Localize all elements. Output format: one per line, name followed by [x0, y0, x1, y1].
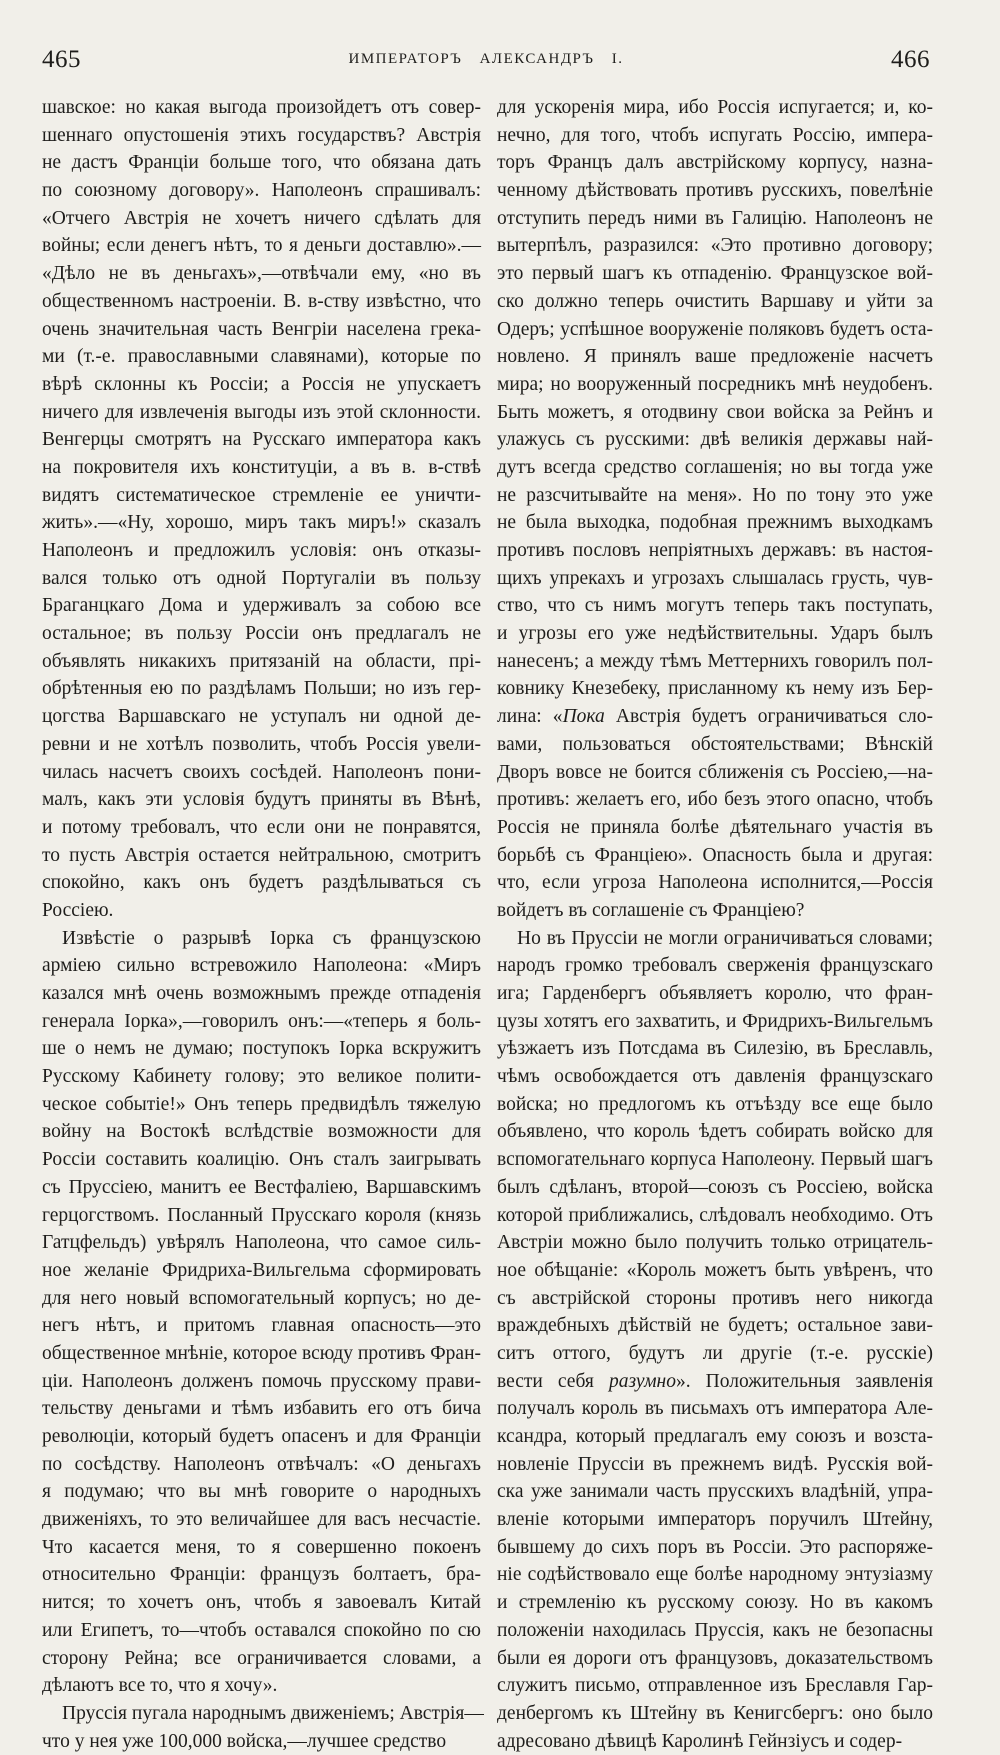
text-line: съ австрійской стороны противъ него никогда	[497, 1287, 933, 1309]
text-line: вѣрѣ склонны къ Россіи; а Россія не упускаетъ	[42, 373, 481, 395]
text-line: которой приближались, слѣдовалъ необходимо. Отъ	[497, 1204, 933, 1226]
text-line: адресовано дѣвицѣ Каролинѣ Гейнзіусъ и содер-	[497, 1730, 903, 1752]
text-line: получалъ король въ письмахъ отъ императора Але-	[497, 1398, 933, 1420]
text-line: мира; но вооруженный посредникъ мнѣ неудобенъ.	[497, 373, 933, 395]
text-line: относительно Франціи: французъ болтаетъ, бра-	[42, 1564, 481, 1586]
text-line: ціи. Наполеонъ долженъ помочь прусскому прави-	[42, 1370, 481, 1392]
text-line: войска; но предлогомъ къ отъѣзду все еще было	[497, 1093, 933, 1115]
running-title-word: ИМПЕРАТОРЪ	[348, 51, 463, 67]
text-line: нечно, для того, чтобъ испугать Россію, импера-	[497, 124, 933, 146]
text-line: улажусь съ русскими: двѣ великія державы най-	[497, 429, 933, 451]
text-line: Дворъ вовсе не боится сближенія съ Россіею,—на-	[497, 761, 933, 783]
running-title-word: АЛЕКСАНДРЪ	[479, 51, 595, 67]
text-line: Пруссія пугала народнымъ движеніемъ; Австрія—	[62, 1702, 484, 1724]
italic-emphasis: Пока	[562, 706, 605, 728]
text-line: новлено. Я принялъ ваше предложеніе насчетъ	[497, 346, 933, 368]
text-line: Извѣстіе о разрывѣ Іорка съ французскою	[62, 927, 481, 949]
running-title	[42, 51, 930, 68]
text-line: народъ громко требовалъ сверженія французскаго	[497, 955, 933, 977]
text-line: ксандра, который предлагалъ ему союзъ и возста-	[497, 1426, 933, 1447]
text-line: нится; то хочетъ онъ, чтобъ я завоевалъ Китай	[42, 1592, 481, 1614]
text-line: ска уже занимали часть прусскихъ владѣній, упра-	[497, 1481, 933, 1503]
text-line: и потому требовалъ, что если они не понравятся,	[42, 816, 481, 838]
text-line: вспомогательнаго корпуса Наполеону. Первый шагъ	[497, 1149, 933, 1171]
text-line: Браганцкаго Дома и удерживалъ за собою все	[42, 595, 481, 617]
text-line: ми (т.-е. православными славянами), которые по	[42, 346, 481, 368]
text-line: вленіе которыми императоръ поручилъ Штейну,	[497, 1509, 933, 1531]
text-line: ченному дѣйствовать противъ русскихъ, повелѣніе	[497, 180, 933, 202]
text-line: сторону Рейна; все ограничивается словами, а	[42, 1647, 481, 1669]
text-line: нанесенъ; а между тѣмъ Меттернихъ говорилъ пол-	[497, 650, 933, 672]
text-line: отступить передъ ними въ Галицію. Наполеонъ не	[497, 207, 933, 229]
text-line: чилась насчетъ своихъ сосѣдей. Наполеонъ пони-	[42, 761, 481, 783]
text-line: арміею сильно встревожило Наполеона: «Миръ	[42, 955, 481, 977]
text-line: не была выходка, подобная прежнимъ выходкамъ	[497, 512, 933, 534]
text-line: ніе содѣйствовало еще болѣе народному энтузіазму	[497, 1564, 933, 1586]
text-line: общественномъ настроеніи. В. в-ству извѣстно, что	[42, 290, 481, 312]
text-line: и угрозы его уже недѣйствительны. Ударъ былъ	[497, 623, 933, 645]
text-line: малъ, какъ эти условія будутъ приняты въ Вѣнѣ,	[42, 789, 481, 811]
text-line: спокойно, какъ онъ будетъ раздѣлываться съ	[42, 872, 481, 894]
running-title-word: I.	[611, 51, 624, 67]
text-line: цузы хотятъ его захватить, и Фридрихъ-Вильгельмъ	[497, 1010, 933, 1032]
text-line: враждебныхъ дѣйствій не будетъ; остальное зави-	[497, 1315, 933, 1337]
text-line: противъ пословъ непріятныхъ державъ: въ настоя-	[497, 540, 933, 561]
text-line: это первый шагъ къ отпаденію. Французское вой-	[497, 263, 933, 285]
running-header	[42, 46, 930, 86]
text-line: по союзному договору». Наполеонъ спрашивалъ:	[42, 180, 481, 202]
text-line: Россіею.	[42, 899, 114, 921]
text-line: обрѣтенныя ею по раздѣламъ Польши; но изъ гер-	[42, 678, 481, 700]
text-line: Русскому Кабинету голову; это великое полити-	[42, 1066, 481, 1088]
text-line: чѣмъ освобождается отъ давленія французскаго	[497, 1066, 933, 1088]
text-line: Одеръ; успѣшное вооруженіе поляковъ будетъ оста-	[497, 318, 933, 340]
text-line: цогства Варшавскаго не уступалъ ни одной де-	[42, 706, 481, 728]
text-line: ство, что съ нимъ могутъ теперь такъ поступать,	[497, 595, 933, 617]
text-line: вался только отъ одной Португаліи въ пользу	[42, 567, 481, 589]
text-line: войдетъ въ соглашеніе съ Франціею?	[497, 899, 805, 921]
text-line: казался мнѣ очень возможнымъ прежде отпаденія	[42, 983, 481, 1004]
text-line: положеніи находилась Пруссія, какъ не безопасны	[497, 1619, 933, 1641]
text-line: генерала Іорка»,—говорилъ онъ:—«теперь я боль-	[42, 1010, 481, 1032]
text-line: борьбѣ съ Франціею». Опасность была и другая:	[497, 844, 933, 866]
text-line: ковнику Кнезебеку, присланному къ нему изъ Бер-	[497, 678, 933, 700]
text-line: для ускоренія мира, ибо Россія испугается; и, ко-	[497, 97, 933, 118]
text-line: остальное; въ пользу Россіи онъ предлагалъ не	[42, 623, 481, 645]
text-line: Наполеонъ и предложилъ условія: онъ отказы-	[42, 540, 481, 561]
text-line: и стремленію къ русскому союзу. Но въ какомъ	[497, 1592, 933, 1614]
text-line: ига; Гарденбергъ объявляетъ королю, что фран-	[497, 983, 933, 1004]
text-line: объявлять никакихъ притязаній на области, прі-	[42, 650, 481, 672]
text-line: для него новый вспомогательный корпусъ; но де-	[42, 1287, 481, 1309]
page-number-right: 466	[891, 46, 930, 73]
text-line: Что касается меня, то я совершенно покоенъ	[42, 1536, 481, 1558]
text-line: ное желаніе Фридриха-Вильгельма сформировать	[42, 1259, 481, 1281]
text-line: ческое событіе!» Онъ теперь предвидѣлъ тяжелую	[42, 1093, 481, 1115]
text-line: щихъ упрекахъ и угрозахъ слышалась грусть, чув-	[497, 567, 933, 589]
text-line: «Отчего Австрія не хочетъ ничего сдѣлать для	[42, 207, 481, 229]
text-line: противъ: желаетъ его, ибо безъ этого опасно, чтобъ	[497, 789, 933, 811]
text-line: съ Пруссіею, манитъ ее Вестфаліею, Варшавскимъ	[42, 1176, 481, 1198]
text-line: не разсчитывайте на меня». Но по тону это уже	[497, 484, 933, 506]
text-line: ско должно теперь очистить Варшаву и уйти за	[497, 290, 933, 312]
text-line: новленіе Пруссіи въ прежнемъ видѣ. Русскія вой-	[497, 1453, 933, 1475]
text-line: объявлено, что король ѣдетъ собирать войско для	[497, 1121, 933, 1143]
text-line: ше о немъ не думаю; поступокъ Іорка вскружитъ	[42, 1038, 481, 1060]
text-line: Россія не приняла болѣе дѣятельнаго участія въ	[497, 816, 933, 838]
text-line: были ея дороги отъ французовъ, доказательствомъ	[497, 1647, 933, 1669]
text-line: ревни и не хотѣлъ позволить, чтобъ Россія увели-	[42, 733, 481, 755]
text-line: общественное мнѣніе, которое всюду противъ Фран-	[42, 1342, 481, 1364]
text-line: служитъ письмо, отправленное изъ Бреславля Гар-	[497, 1675, 933, 1697]
text-line: войны; если денегъ нѣтъ, то я деньги доставлю».—	[42, 235, 481, 257]
text-line: не дастъ Франціи больше того, что обязана дать	[42, 152, 481, 174]
text-line: Быть можетъ, я отодвину свои войска за Рейнъ и	[497, 401, 933, 423]
text-line: уѣзжаетъ изъ Потсдама въ Силезію, въ Бреславль,	[497, 1038, 933, 1060]
text-line: видятъ систематическое стремленіе ее уничти-	[42, 484, 481, 506]
text-line: на покровителя ихъ конституціи, а въ в. в-ствѣ	[42, 456, 481, 478]
text-line: бывшему до сихъ поръ въ Россіи. Это распоряже-	[497, 1536, 933, 1558]
text-line: что у нея уже 100,000 войска,—лучшее средство	[42, 1730, 447, 1752]
text-line: вести себя разумно». Положительныя заявленія	[497, 1370, 933, 1392]
text-line: революціи, который будетъ опасенъ и для Франціи	[42, 1426, 481, 1447]
text-column-right	[497, 94, 933, 1752]
text-line: по сосѣдству. Наполеонъ отвѣчалъ: «О деньгахъ	[42, 1453, 481, 1475]
text-line: ное обѣщаніе: «Король можетъ быть увѣренъ, что	[497, 1259, 933, 1281]
text-line: Гатцфельдъ) увѣрялъ Наполеона, что самое силь-	[42, 1232, 481, 1254]
text-line: дѣлаютъ все то, что я хочу».	[42, 1675, 278, 1697]
text-line: войну на Востокѣ вслѣдствіе возможности для	[42, 1121, 481, 1143]
text-line: торъ Францъ далъ австрійскому корпусу, назна-	[497, 152, 933, 174]
text-line: тельству деньгами и тѣмъ избавить его отъ бича	[42, 1398, 481, 1420]
text-line: Россіи составить коалицію. Онъ сталъ заигрывать	[42, 1149, 481, 1171]
text-line: вытерпѣлъ, разразился: «Это противно договору;	[497, 235, 933, 257]
text-line: ситъ оттого, будутъ ли другіе (т.-е. русскіе)	[497, 1342, 933, 1364]
page-number-left: 465	[42, 46, 81, 73]
text-line: то пусть Австрія остается нейтральною, смотритъ	[42, 844, 481, 866]
text-line: я подумаю; что вы мнѣ говорите о народныхъ	[42, 1481, 481, 1503]
text-line: вами, пользоваться обстоятельствами; Вѣнскій	[497, 733, 933, 755]
text-column-left	[42, 94, 484, 1752]
text-line: шеннаго опустошенія этихъ государствъ? Австрія	[42, 124, 481, 146]
text-line: лина: «Пока Австрія будетъ ограничиваться сло-	[497, 706, 933, 728]
text-line: негъ нѣтъ, и притомъ главная опасность—это	[42, 1315, 481, 1337]
text-line: денбергомъ къ Штейну въ Кенигсбергъ: оно было	[497, 1702, 933, 1724]
text-line: что, если угроза Наполеона исполнится,—Россія	[497, 872, 933, 894]
text-line: Австріи можно было получить только отрицатель-	[497, 1232, 933, 1254]
italic-emphasis: разумно	[608, 1370, 676, 1392]
text-line: дутъ всегда средство соглашенія; но вы тогда уже	[497, 456, 933, 478]
text-line: жить».—«Ну, хорошо, миръ такъ миръ!» сказалъ	[42, 512, 481, 534]
text-line: или Египетъ, то—чтобъ оставался спокойно по сю	[42, 1619, 481, 1641]
text-line: шавское: но какая выгода произойдетъ отъ совер-	[42, 97, 481, 118]
text-line: «Дѣло не въ деньгахъ»,—отвѣчали ему, «но въ	[42, 263, 481, 285]
text-line: движеніяхъ, то это величайшее для васъ несчастіе.	[42, 1509, 481, 1531]
text-line: Венгерцы смотрятъ на Русскаго императора какъ	[42, 429, 481, 451]
text-line: очень значительная часть Венгріи населена грека-	[42, 318, 481, 340]
text-line: былъ сдѣланъ, второй—союзъ съ Россіею, войска	[497, 1176, 933, 1198]
text-line: герцогствомъ. Посланный Прусскаго короля (князь	[42, 1204, 481, 1226]
text-line: Но въ Пруссіи не могли ограничиваться словами;	[517, 927, 933, 949]
text-line: ничего для извлеченія выгоды изъ этой склонности.	[42, 401, 481, 423]
